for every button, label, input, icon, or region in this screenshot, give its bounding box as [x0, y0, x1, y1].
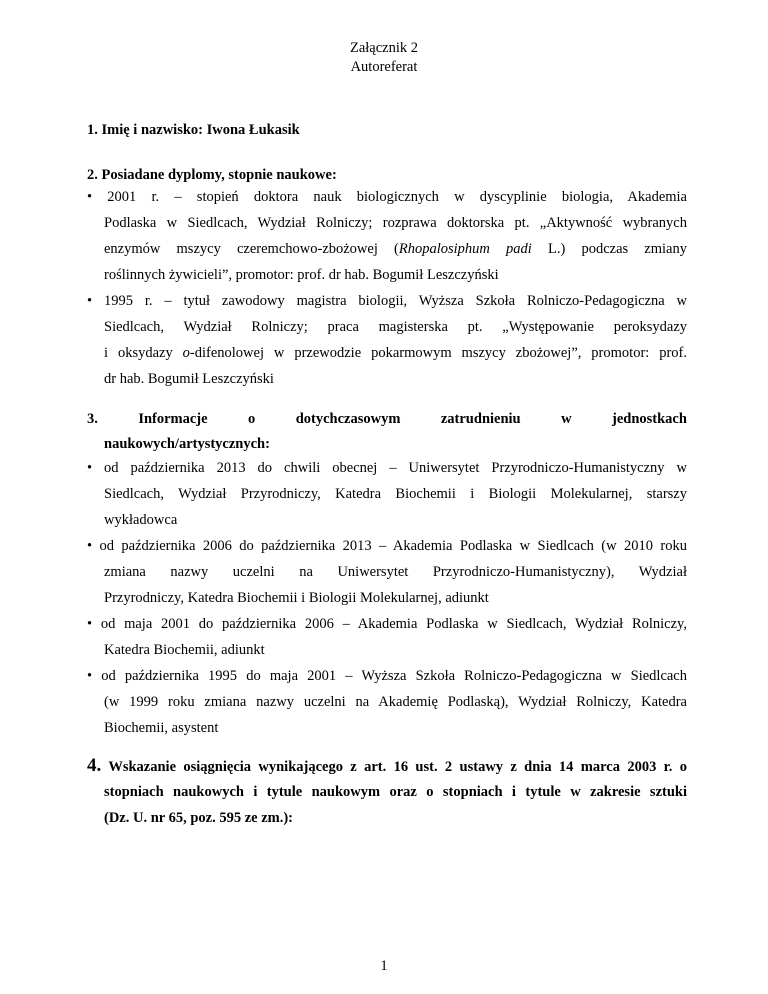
section-1-title: 1. Imię i nazwisko: Iwona Łukasik	[87, 122, 300, 138]
line: • od października 2013 do chwili obecnej – Uniwersytet Przyrodniczo-Humanistyczny w	[87, 460, 687, 476]
header-title: Autoreferat	[350, 59, 418, 75]
line: Podlaska w Siedlcach, Wydział Rolniczy; rozprawa doktorska pt. „Aktywność wybranych	[104, 215, 687, 231]
line: Siedlcach, Wydział Rolniczy; praca magisterska pt. „Występowanie peroksydazy	[104, 319, 687, 335]
section-number: 4.	[87, 755, 102, 776]
section-2-title: 2. Posiadane dyplomy, stopnie naukowe:	[87, 167, 337, 183]
line: • od października 1995 do maja 2001 – Wyższa Szkoła Rolniczo-Pedagogiczna w Siedlcach	[87, 668, 687, 684]
text: i oksydazy	[104, 345, 183, 361]
line: • od października 2006 do października 2013 – Akademia Podlaska w Siedlcach (w 2010 roku	[87, 538, 687, 554]
line: • od maja 2001 do października 2006 – Akademia Podlaska w Siedlcach, Wydział Rolniczy,	[87, 616, 687, 632]
text: enzymów mszycy czeremchowo-zbożowej (	[104, 241, 399, 257]
line	[104, 236, 687, 262]
section-3-title-cont: naukowych/artystycznych:	[104, 436, 270, 452]
page-number: 1	[380, 958, 388, 974]
text: L.) podczas zmiany	[531, 241, 687, 257]
word: 3.	[87, 411, 98, 427]
section-3-title	[87, 411, 687, 428]
word: dotychczasowym	[295, 411, 401, 427]
italic-prefix: o	[182, 345, 190, 361]
line: • 2001 r. – stopień doktora nauk biologicznych w dyscyplinie biologia, Akademia	[87, 189, 687, 205]
line	[87, 755, 687, 776]
line: (Dz. U. nr 65, poz. 595 ze zm.):	[104, 810, 293, 826]
line: Siedlcach, Wydział Przyrodniczy, Katedra Biochemii i Biologii Molekularnej, starszy	[104, 486, 687, 502]
line: wykładowca	[104, 512, 178, 528]
line: • 1995 r. – tytuł zawodowy magistra biologii, Wyższa Szkoła Rolniczo-Pedagogiczna w	[87, 293, 687, 309]
line: Biochemii, asystent	[104, 720, 219, 736]
word: zatrudnieniu	[440, 411, 521, 427]
line: Przyrodniczy, Katedra Biochemii i Biologii Molekularnej, adiunkt	[104, 590, 489, 606]
word: Informacje	[138, 411, 208, 427]
line: (w 1999 roku zmiana nazwy uczelni na Akademię Podlaską), Wydział Rolniczy, Katedra	[104, 694, 687, 710]
line: Katedra Biochemii, adiunkt	[104, 642, 265, 658]
word: w	[561, 411, 572, 427]
text: -difenolowej w przewodzie pokarmowym mszycy zbożowej”, promotor: prof.	[189, 345, 688, 361]
word: o	[248, 411, 256, 427]
line: zmiana nazwy uczelni na Uniwersytet Przyrodniczo-Humanistyczny), Wydział	[104, 564, 687, 580]
header-annex: Załącznik 2	[349, 40, 419, 56]
line	[104, 340, 687, 366]
line: stopniach naukowych i tytule naukowym oraz o stopniach i tytule w zakresie sztuki	[104, 784, 687, 800]
word: jednostkach	[611, 411, 687, 427]
species-name: Rhopalosiphum padi	[398, 241, 532, 257]
line: roślinnych żywicieli”, promotor: prof. dr hab. Bogumił Leszczyński	[104, 267, 499, 283]
line: dr hab. Bogumił Leszczyński	[104, 371, 274, 387]
text: Wskazanie osiągnięcia wynikającego z art. 16 ust. 2 ustawy z dnia 14 marca 2003 r. o	[108, 759, 687, 775]
